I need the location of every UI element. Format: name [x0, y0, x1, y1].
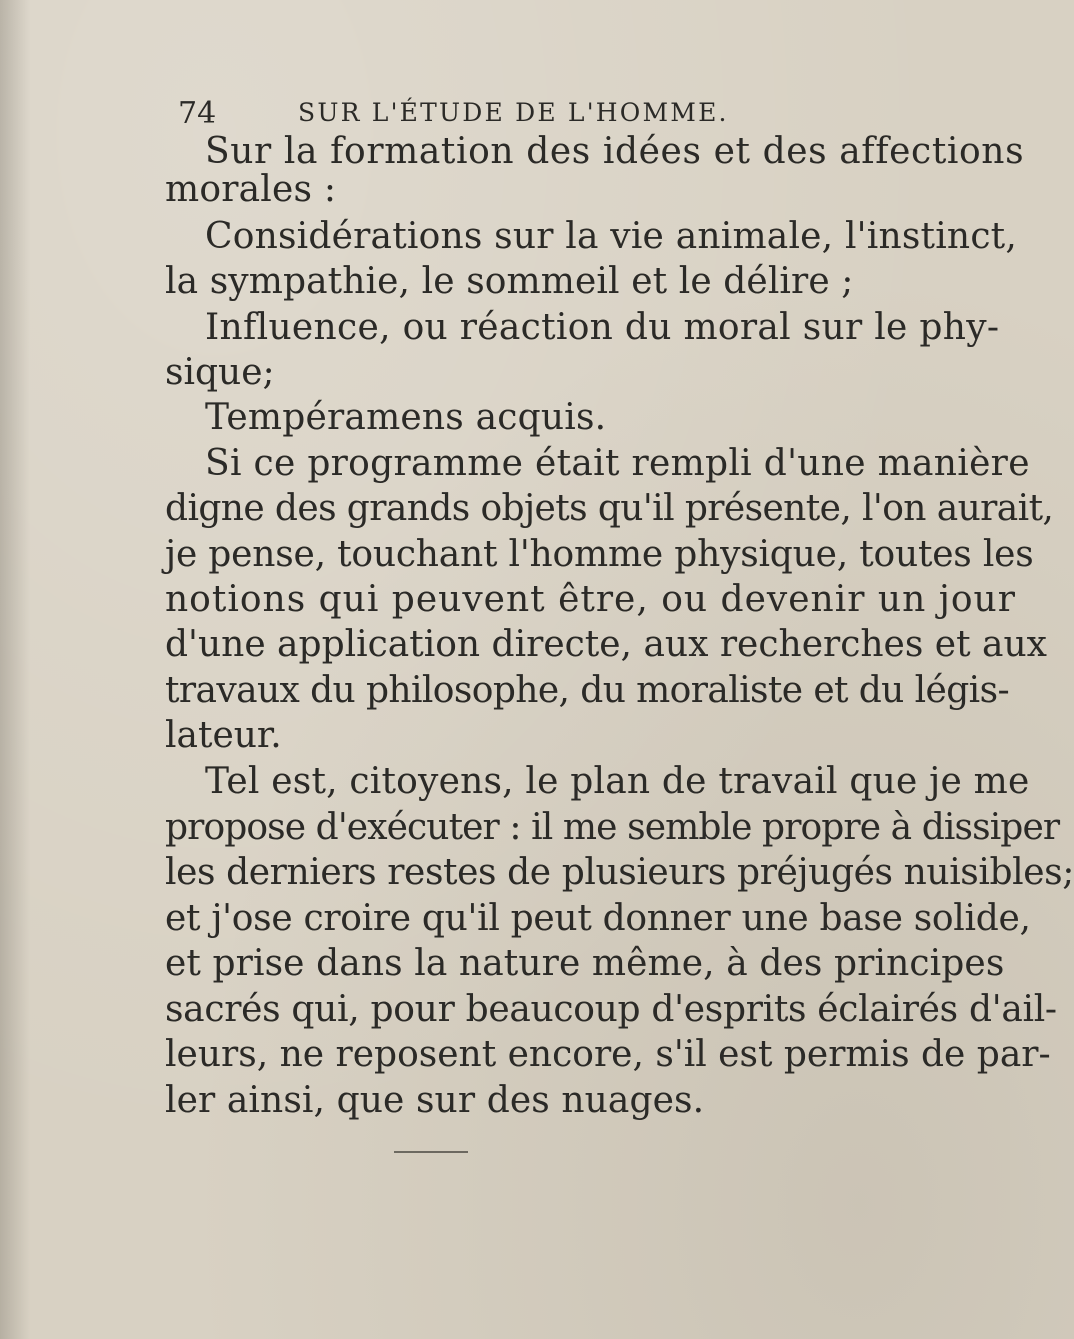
- text-line: digne des grands objets qu'il présente, l'on aurait,: [165, 488, 1054, 529]
- text-line: morales :: [165, 169, 337, 210]
- text-line: Considérations sur la vie animale, l'instinct,: [205, 216, 1017, 257]
- running-head: [178, 92, 778, 132]
- text-line: Sur la formation des idées et des affections: [205, 131, 1025, 172]
- text-line: d'une application directe, aux recherches et aux: [165, 624, 1047, 665]
- text-line: leurs, ne reposent encore, s'il est permis de par-: [165, 1034, 1051, 1075]
- section-end-rule: [394, 1151, 468, 1153]
- text-line: les derniers restes de plusieurs préjugés nuisibles;: [165, 852, 1074, 893]
- text-line: propose d'exécuter : il me semble propre à dissiper: [165, 807, 1060, 848]
- text-line: et prise dans la nature même, à des principes: [165, 943, 1005, 984]
- text-line: notions qui peuvent être, ou devenir un jour: [165, 579, 1016, 620]
- text-line: lateur.: [165, 715, 282, 756]
- text-line: Tempéramens acquis.: [205, 397, 607, 438]
- text-line: et j'ose croire qu'il peut donner une base solide,: [165, 898, 1031, 939]
- text-line: sique;: [165, 352, 275, 393]
- text-line: ler ainsi, que sur des nuages.: [165, 1080, 705, 1121]
- text-line: Tel est, citoyens, le plan de travail que je me: [205, 761, 1030, 802]
- page-edge-shadow: [0, 0, 30, 1339]
- running-head-title: SUR L'ÉTUDE DE L'HOMME.: [298, 98, 729, 127]
- text-line: je pense, touchant l'homme physique, toutes les: [165, 534, 1034, 575]
- text-line: la sympathie, le sommeil et le délire ;: [165, 261, 854, 302]
- text-line: Influence, ou réaction du moral sur le phy-: [205, 307, 1000, 348]
- page-number: 74: [178, 96, 217, 131]
- text-line: travaux du philosophe, du moraliste et du légis-: [165, 670, 1010, 711]
- text-line: Si ce programme était rempli d'une manière: [205, 443, 1030, 484]
- text-line: sacrés qui, pour beaucoup d'esprits éclairés d'ail-: [165, 989, 1057, 1030]
